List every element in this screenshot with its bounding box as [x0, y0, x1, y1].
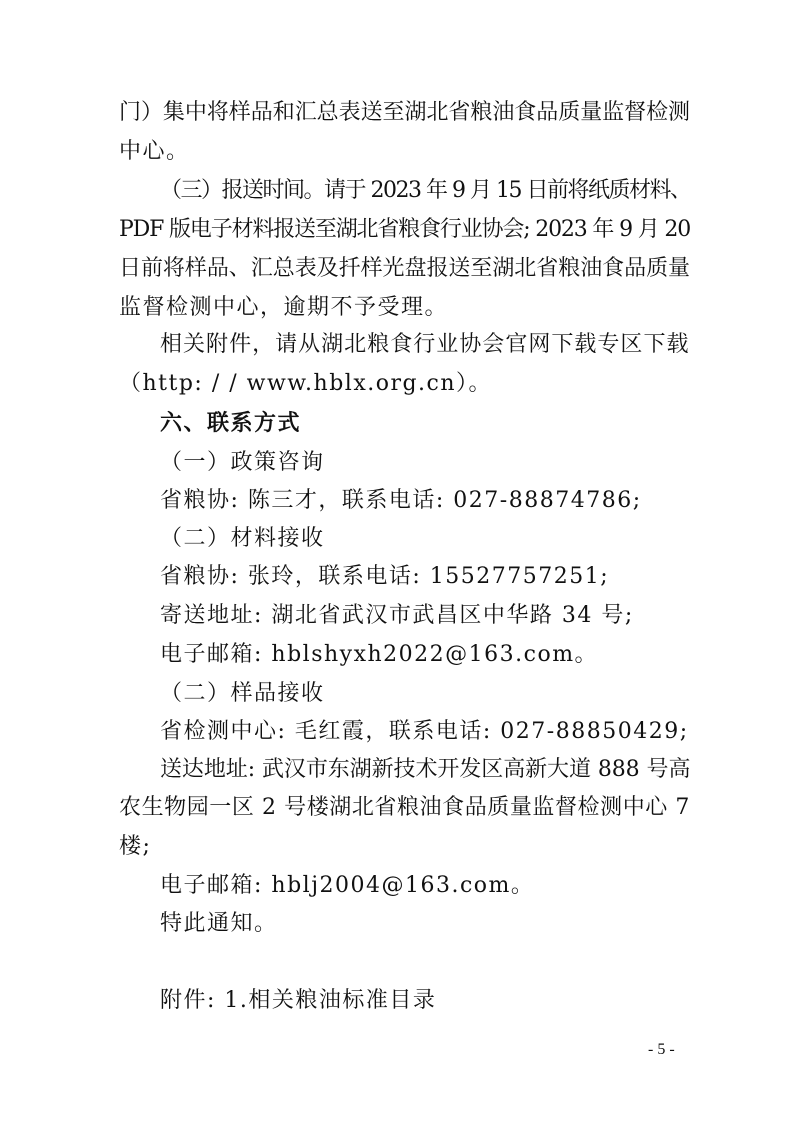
address-line-continued: 楼;	[119, 834, 152, 859]
contact-line: 省检测中心: 毛红霞，联系电话: 027-88850429;	[160, 719, 689, 744]
address-line: 送达地址: 武汉市东湖新技术开发区高新大道 888 号高	[160, 757, 691, 782]
section-heading: 六、联系方式	[160, 411, 302, 436]
page-number: - 5 -	[648, 1041, 675, 1058]
email-line: 电子邮箱: hblshyxh2022@163.com。	[160, 642, 599, 667]
paragraph-line-7: 相关附件，请从湖北粮食行业协会官网下载专区下载	[160, 332, 690, 357]
address-line-continued: 农生物园一区 2 号楼湖北省粮油食品质量监督检测中心 7	[119, 795, 690, 820]
subheading-policy: （一）政策咨询	[160, 450, 325, 475]
contact-line: 省粮协: 陈三才，联系电话: 027-88874786;	[160, 488, 642, 513]
paragraph-line-2: 中心。	[119, 139, 190, 164]
address-line: 寄送地址: 湖北省武汉市武昌区中华路 34 号;	[160, 603, 634, 628]
subheading-materials: （二）材料接收	[160, 526, 325, 551]
paragraph-line-8: （http: / / www.hblx.org.cn）。	[119, 371, 493, 396]
attachment-line: 附件: 1.相关粮油标准目录	[160, 988, 437, 1013]
email-line: 电子邮箱: hblj2004@163.com。	[160, 873, 535, 898]
subheading-samples: （二）样品接收	[160, 681, 325, 706]
paragraph-line-5: 日前将样品、汇总表及扦样光盘报送至湖北省粮油食品质量	[119, 256, 691, 281]
contact-line: 省粮协: 张玲，联系电话: 15527757251;	[160, 564, 610, 589]
paragraph-line-6: 监督检测中心，逾期不予受理。	[119, 295, 449, 320]
paragraph-line-1: 门）集中将样品和汇总表送至湖北省粮油食品质量监督检测	[119, 100, 691, 125]
closing-line: 特此通知。	[160, 911, 278, 936]
paragraph-line-3: （三）报送时间。请于 2023 年 9 月 15 日前将纸质材料、	[160, 178, 691, 203]
paragraph-line-4: PDF 版电子材料报送至湖北省粮食行业协会; 2023 年 9 月 20	[119, 217, 691, 242]
